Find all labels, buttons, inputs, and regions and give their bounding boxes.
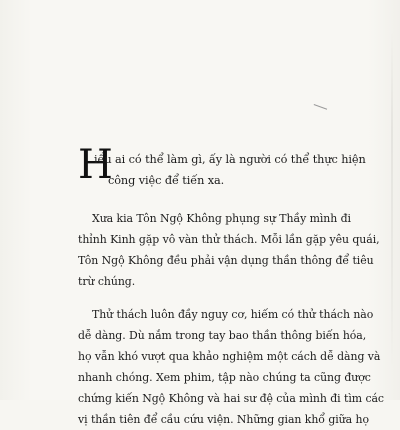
paragraph-line: Thử thách luôn đầy nguy cơ, hiếm có thử thách nào (92, 308, 374, 321)
paragraph-line: họ vẫn khó vượt qua khảo nghiệm một cách dễ dàng và (78, 350, 381, 363)
body-text (78, 142, 384, 426)
page-edge-shadow (391, 30, 393, 370)
paragraph-line: dễ dàng. Dù nắm trong tay bao thần thông biến hóa, (78, 329, 367, 342)
paragraph-line: trừ chúng. (78, 275, 136, 288)
opening-line-1: iểu ai có thể làm gì, ấy là người có thể thực hiện (94, 153, 366, 166)
opening-paragraph (78, 142, 366, 194)
opening-line-2: công việc để tiến xa. (108, 174, 225, 187)
drop-cap: H (78, 142, 113, 188)
paragraph-1 (78, 208, 380, 292)
paragraph-line: thỉnh Kinh gặp vô vàn thử thách. Mỗi lần gặp yêu quái, (78, 233, 380, 246)
paragraph-line: vị thần tiên để cầu cứu viện. Những gian khổ giữa họ (78, 413, 369, 426)
paragraph-line: chứng kiến Ngộ Không và hai sư đệ của mình đi tìm các (78, 392, 384, 405)
paragraph-line: Xưa kia Tôn Ngộ Không phụng sự Thầy mình đi (92, 212, 351, 225)
paragraph-line: nhanh chóng. Xem phim, tập nào chúng ta cũng được (78, 371, 371, 384)
page-corner-mark (311, 104, 327, 117)
paragraph-2 (78, 304, 384, 426)
paragraph-line: Tôn Ngộ Không đều phải vận dụng thần thông để tiêu (78, 254, 374, 267)
